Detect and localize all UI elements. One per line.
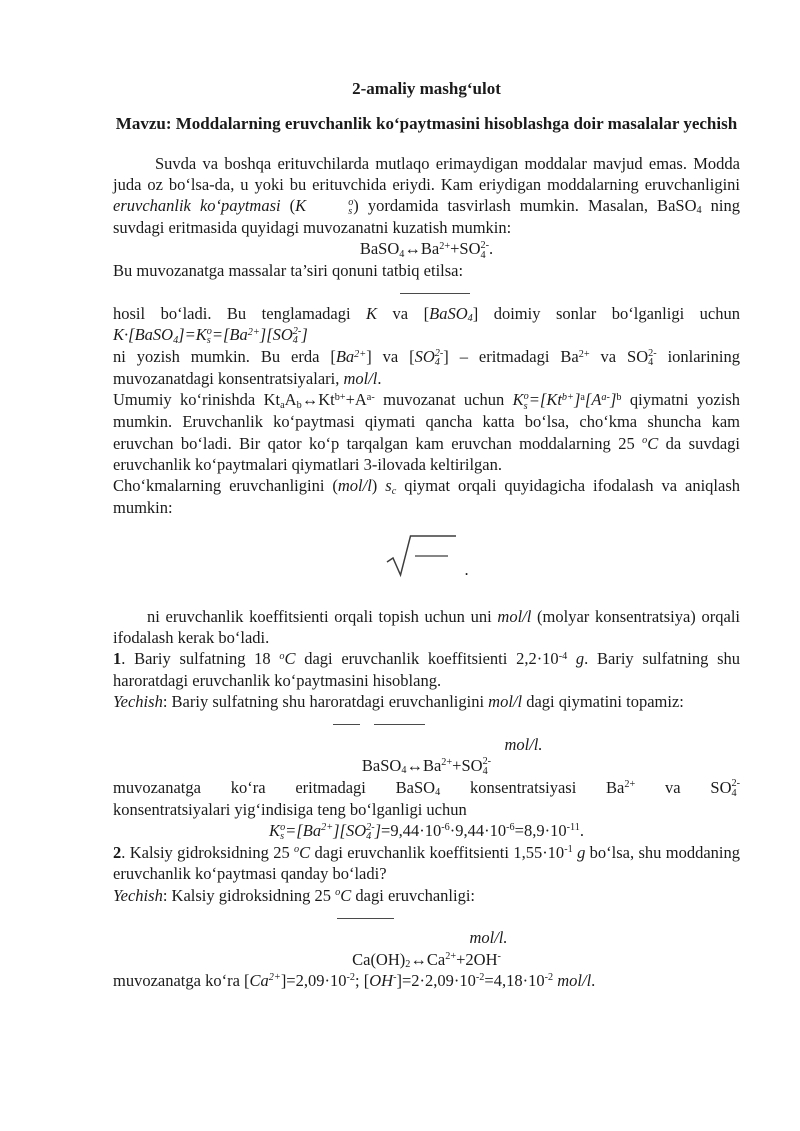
page-subtitle: Mavzu: Moddalarning eruvchanlik ko‘paytmasini hisoblashga doir masalalar yechish [115, 114, 738, 134]
mass-action-line: Bu muvozanatga massalar ta’siri qonuni tatbiq etilsa: [113, 261, 464, 281]
molar-expression-paragraph: ni eruvchanlik koeffitsienti orqali topish uchun uni mol/l (molyar konsentratsiya) orqali ifodalash kerak bo‘ladi. [113, 606, 740, 648]
derivation-line: hosil bo‘ladi. Bu tenglamadagi K va [BaSO$_4$] doimiy sonlar bo‘lganligi uchun [113, 303, 740, 325]
problem-1-mol-l-line [113, 734, 740, 755]
baso4-dissociation-equation-2: $BaSO_4\leftrightarrow Ba^{2+}+SO$ 2- 4 [361, 755, 492, 778]
problem-1-fraction-bars [113, 712, 740, 733]
ion-concentration-paragraph: ni yozish mumkin. Bu erda $[Ba^{2+}]$ va [SO 2- 4 ] – eritmadagi $Ba^{2+}$ va SO 2- 4 ionlarining muvozanatdagi konsentratsiyalari, mol/l. [113, 347, 740, 389]
caoh2-dissociation-equation: $Ca(OH)_2\leftrightarrow Ca^{2+}+2OH^-$ [352, 949, 501, 970]
ksp-formula-line: K·[BaSO$_4$]=K o s $=[Ba^{2+}][SO$ 2- 4 ] [113, 325, 308, 347]
fraction-bar-2 [337, 918, 394, 919]
empty-fraction-equation [113, 282, 740, 303]
problem-1-solution-intro: Yechish: Bariy sulfatning shu haroratdagi eruvchanligini mol/l dagi qiymatini topamiz: [113, 692, 684, 712]
mol-l-label-2: mol/l. [469, 928, 508, 948]
baso4-dissociation-equation: $BaSO_4\leftrightarrow Ba^{2+}+SO$ 2- 4 . [359, 239, 494, 261]
fraction-bar-small [333, 724, 360, 725]
intro-paragraph: Suvda va boshqa erituvchilarda mutlaqo erimaydigan moddalar mavjud emas. Modda juda oz bo‘lsa-da, u yoki bu erituvchida eriydi. Kam eriydigan moddalarning eruvchanligini eruvchanlik ko‘paytmasi (K o s ) yordamida tasvirlash mumkin. Masalan, BaSO$_4$ ning suvdagi eritmasida quyidagi muvozanatni kuzatish mumkin: [113, 153, 740, 238]
sqrt-equation-figure [113, 518, 740, 606]
sqrt-equation-period: . [464, 559, 469, 579]
page-title: 2-amaliy mashg‘ulot [352, 79, 501, 98]
mol-l-label-1: mol/l. [504, 734, 543, 754]
fraction-bar [400, 293, 470, 294]
fraction-bar-wide [374, 724, 425, 725]
problem-1-statement: 1. Bariy sulfatning 18 $^o$C dagi eruvchanlik koeffitsienti $2,2\cdot 10^{-4}$ g. Bariy sulfatning shu haroratdagi eruvchanlik ko‘paytmasini hisoblang. [113, 649, 741, 690]
problem-1-explanation-line-2: konsentratsiyalari yig‘indisiga teng bo‘lganligi uchun [113, 799, 467, 819]
general-form-paragraph: Umumiy ko‘rinishda $Kt_aA_b\leftrightarrow Kt^{b+}+A^{a-}$ muvozanat uchun K o s $=[Kt^{b+}]^a[A^{a-}]^b$ qiymatni yozish mumkin. Eruvchanlik ko‘paytmasi qiymati qancha katta bo‘lsa, cho‘kma shuncha kam eruvchan bo‘ladi. Bir qator ko‘p tarqalgan kam eruvchan moddalarning 25 $^o$C da suvdagi eruvchanlik ko‘paytmalari qiymatlari 3-ilovada keltirilgan. [113, 390, 741, 474]
precipitate-solubility-paragraph: Cho‘kmalarning eruvchanligini (mol/l) $s_c$ qiymat orqali quyidagicha ifodalash va aniqlash mumkin: [113, 476, 740, 517]
problem-2-result-line: muvozanatga ko‘ra $[Ca^{2+}]=2,09\cdot 10^{-2}$; $[OH^-]=2\cdot 2,09\cdot 10^{-2}=4,18\cdot 10^{-2}$ mol/l. [113, 970, 596, 990]
problem-2-mol-l-line [113, 927, 740, 948]
problem-2-statement: 2. Kalsiy gidroksidning 25 $^o$C dagi eruvchanlik koeffitsienti $1,55\cdot 10^{-1}$ g bo‘lsa, shu moddaning eruvchanlik ko‘paytmasi qanday bo‘ladi? [113, 843, 740, 884]
problem-1-explanation-line-1: muvozanatga ko‘ra eritmadagi BaSO$_4$ konsentratsiyasi $Ba^{2+}$ va SO 2- 4 [113, 777, 740, 800]
sqrt-radical-icon [384, 533, 464, 579]
ksp-calculation-line: K o s $=[Ba^{2+}][SO$ 2- 4 ]$=9,44\cdot 10^{-6}\cdot 9,44\cdot 10^{-6}=8,9\cdot 10^{-11}$. [269, 821, 584, 843]
problem-2-fraction-bar [113, 906, 740, 927]
problem-2-solution-intro: Yechish: Kalsiy gidroksidning 25 $^o$C dagi eruvchanligi: [113, 885, 476, 905]
